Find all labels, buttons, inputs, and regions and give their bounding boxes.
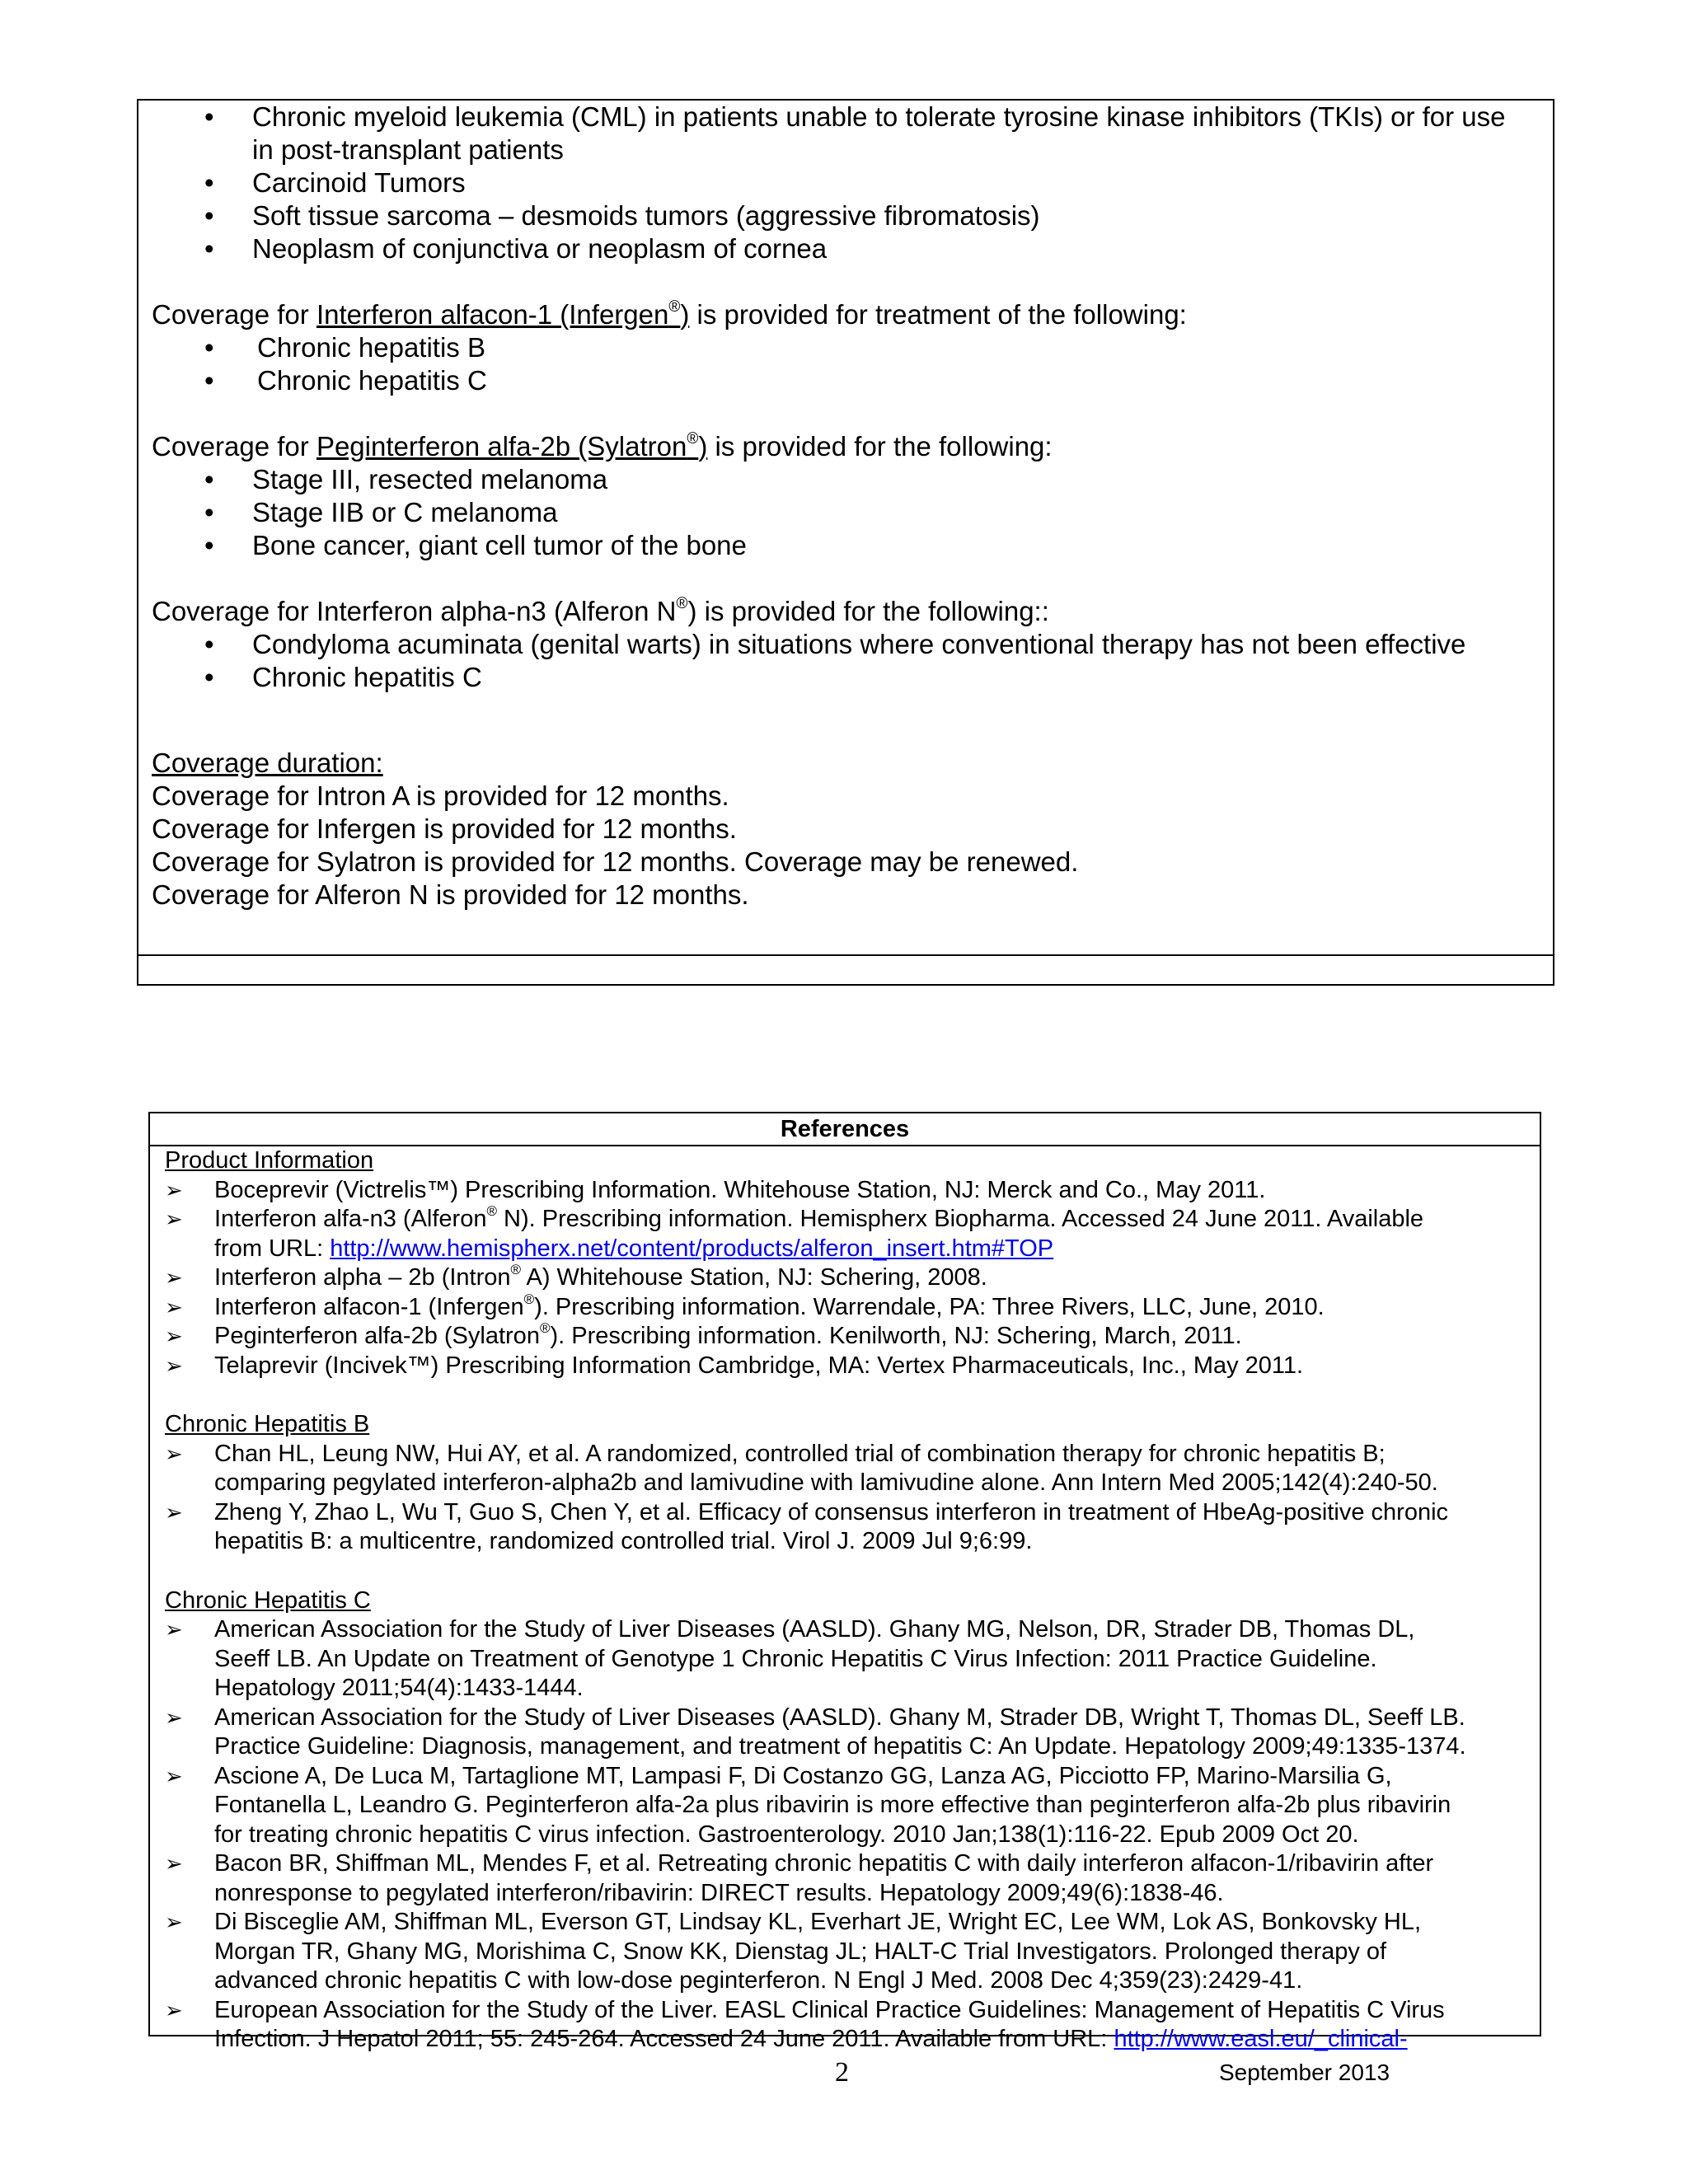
list-item: • Neoplasm of conjunctiva or neoplasm of cornea bbox=[204, 233, 828, 264]
bullet-icon: • bbox=[204, 101, 214, 132]
list-item: • Chronic hepatitis C bbox=[204, 365, 487, 396]
list-item: • Chronic hepatitis C bbox=[204, 662, 482, 692]
registered-mark: ® bbox=[523, 1291, 535, 1307]
reference-item: ➢ Telaprevir (Incivek™) Prescribing Information Cambridge, MA: Vertex Pharmaceuticals, Inc., May 2011. bbox=[165, 1352, 1518, 1381]
registered-mark: ® bbox=[510, 1262, 522, 1277]
arrow-bullet-icon: ➢ bbox=[165, 1294, 183, 1319]
reference-item: ➢ Di Bisceglie AM, Shiffman ML, Everson GT, Lindsay KL, Everhart JE, Wright EC, Lee WM, Lok AS, Bonkovsky HL, Morgan TR, Ghany MG, Morishima C, Snow KK, Dienstag JL; HALT-C Trial Investigators. Prolonged therapy of advanced chronic hepatitis C with low-dose peginterferon. N Engl J Med. 2008 Dec 4;359(23):2429-41. bbox=[165, 1909, 1422, 1994]
list-item: • Chronic hepatitis B bbox=[204, 332, 485, 363]
reference-item: ➢ Interferon alfacon-1 (Infergen®). Prescribing information. Warrendale, PA: Three Rivers, LLC, June, 2010. bbox=[165, 1293, 1518, 1323]
coverage-table bbox=[137, 99, 1554, 986]
reference-item: ➢ Ascione A, De Luca M, Tartaglione MT, Lampasi F, Di Costanzo GG, Lanza AG, Picciotto FP, Marino-Marsilia G, Fontanella L, Leandro G. Peginterferon alfa-2a plus ribavirin is more effective than peginterferon alfa-2b plus ribavirin for treating chronic hepatitis C virus infection. Gastroenterology. 2010 Jan;138(1):116-22. Epub 2009 Oct 20. bbox=[165, 1762, 1451, 1848]
hepatitis-b-heading: Chronic Hepatitis B bbox=[165, 1411, 370, 1437]
references-content bbox=[150, 1146, 1540, 2055]
page-number: 2 bbox=[835, 2057, 849, 2088]
hepatitis-b-list bbox=[165, 1440, 1518, 1557]
hepatitis-c-heading: Chronic Hepatitis C bbox=[165, 1586, 371, 1614]
reference-item: ➢ Chan HL, Leung NW, Hui AY, et al. A randomized, controlled trial of combination therapy for chronic hepatitis B; comparing pegylated interferon-alpha2b and lamivudine with lamivudine alone. Ann Intern Med 2005;142(4):240-50. bbox=[165, 1440, 1438, 1496]
footer-date: September 2013 bbox=[1219, 2060, 1390, 2085]
arrow-bullet-icon: ➢ bbox=[165, 1352, 183, 1378]
arrow-bullet-icon: ➢ bbox=[165, 1704, 183, 1730]
arrow-bullet-icon: ➢ bbox=[165, 1265, 183, 1290]
references-title: References bbox=[150, 1113, 1540, 1146]
alferon-insert-link[interactable]: http://www.hemispherx.net/content/products/alferon_insert.htm#TOP bbox=[330, 1235, 1054, 1262]
arrow-bullet-icon: ➢ bbox=[165, 1499, 183, 1525]
arrow-bullet-icon: ➢ bbox=[165, 1441, 183, 1466]
list-item-continuation: in post-transplant patients bbox=[252, 134, 564, 165]
reference-item: ➢ Interferon alfa-n3 (Alferon® N). Prescribing information. Hemispherx Biopharma. Accessed 24 June 2011. Available from URL: http://www.hemispherx.net/content/products/alferon_insert.htm#TOP bbox=[165, 1203, 1424, 1262]
infergen-indications-list bbox=[152, 331, 1536, 397]
reference-item: ➢ Bacon BR, Shiffman ML, Mendes F, et al. Retreating chronic hepatitis C with daily interferon alfacon-1/ribavirin after nonresponse to pegylated interferon/ribavirin: DIRECT results. Hepatology 2009;49(6):1838-46. bbox=[165, 1850, 1434, 1906]
sylatron-coverage-heading: Coverage for Peginterferon alfa-2b (Sylatron®) is provided for the following: bbox=[152, 430, 1053, 462]
arrow-bullet-icon: ➢ bbox=[165, 1910, 183, 1934]
registered-mark: ® bbox=[687, 430, 699, 448]
bullet-icon: • bbox=[204, 629, 214, 659]
infergen-coverage-heading: Coverage for Interferon alfacon-1 (Infergen®) is provided for treatment of the following: bbox=[152, 298, 1187, 330]
product-information-heading: Product Information bbox=[165, 1147, 374, 1174]
arrow-bullet-icon: ➢ bbox=[165, 1324, 183, 1348]
list-item: • Stage IIB or C melanoma bbox=[204, 497, 558, 527]
reference-item: ➢ American Association for the Study of Liver Diseases (AASLD). Ghany MG, Nelson, DR, Strader DB, Thomas DL, Seeff LB. An Update on Treatment of Genotype 1 Chronic Hepatitis C Virus Infection: 2011 Practice Guideline. Hepatology 2011;54(4):1433-1444. bbox=[165, 1616, 1415, 1701]
hepatitis-c-list bbox=[165, 1615, 1518, 2055]
list-item: • Bone cancer, giant cell tumor of the bone bbox=[204, 530, 747, 560]
bullet-icon: • bbox=[204, 464, 214, 494]
registered-mark: ® bbox=[539, 1320, 551, 1336]
registered-mark: ® bbox=[668, 298, 681, 316]
arrow-bullet-icon: ➢ bbox=[165, 1207, 183, 1231]
reference-item: ➢ European Association for the Study of the Liver. EASL Clinical Practice Guidelines: Management of Hepatitis C Virus Infection. J Hepatol 2011; 55: 245-264. Accessed 24 June 2011. Available from URL: http://www.easl.eu/_clinical- bbox=[165, 1996, 1445, 2052]
indications-list bbox=[152, 101, 1536, 265]
duration-line: Coverage for Sylatron is provided for 12 months. Coverage may be renewed. bbox=[152, 846, 1079, 877]
bullet-icon: • bbox=[204, 530, 214, 560]
bullet-icon: • bbox=[204, 332, 214, 363]
duration-line: Coverage for Alferon N is provided for 12 months. bbox=[152, 879, 749, 910]
coverage-duration-heading: Coverage duration: bbox=[152, 748, 383, 778]
bullet-icon: • bbox=[204, 167, 214, 198]
arrow-bullet-icon: ➢ bbox=[165, 1997, 183, 2022]
arrow-bullet-icon: ➢ bbox=[165, 1763, 183, 1788]
reference-item: ➢ Peginterferon alfa-2b (Sylatron®). Prescribing information. Kenilworth, NJ: Schering, March, 2011. bbox=[165, 1322, 1518, 1352]
reference-item: ➢ Interferon alpha – 2b (Intron® A) Whitehouse Station, NJ: Schering, 2008. bbox=[165, 1263, 1518, 1293]
list-item: • Soft tissue sarcoma – desmoids tumors (aggressive fibromatosis) bbox=[204, 200, 1040, 231]
bullet-icon: • bbox=[204, 233, 214, 264]
sylatron-indications-list bbox=[152, 463, 1536, 562]
reference-item: ➢ Boceprevir (Victrelis™) Prescribing Information. Whitehouse Station, NJ: Merck and Co., May 2011. bbox=[165, 1176, 1518, 1206]
list-item: • Stage III, resected melanoma bbox=[204, 464, 608, 494]
bullet-icon: • bbox=[204, 662, 214, 692]
product-information-list bbox=[165, 1176, 1518, 1381]
easl-guidelines-link[interactable]: http://www.easl.eu/_clinical- bbox=[1114, 2026, 1408, 2052]
arrow-bullet-icon: ➢ bbox=[165, 1177, 183, 1202]
table-divider bbox=[138, 954, 1553, 956]
references-table bbox=[148, 1112, 1541, 2052]
bullet-icon: • bbox=[204, 200, 214, 231]
arrow-bullet-icon: ➢ bbox=[165, 1617, 183, 1642]
registered-mark: ® bbox=[676, 595, 688, 612]
duration-line: Coverage for Intron A is provided for 12 months. bbox=[152, 780, 729, 811]
bullet-icon: • bbox=[204, 497, 214, 527]
coverage-content bbox=[152, 101, 1536, 912]
list-item: • Chronic myeloid leukemia (CML) in patients unable to tolerate tyrosine kinase inhibitors (TKIs) or for use bbox=[204, 101, 1506, 132]
bullet-icon: • bbox=[204, 365, 214, 396]
list-item: • Condyloma acuminata (genital warts) in situations where conventional therapy has not been effective bbox=[204, 629, 1466, 659]
duration-line: Coverage for Infergen is provided for 12 months. bbox=[152, 813, 737, 844]
arrow-bullet-icon: ➢ bbox=[165, 1851, 183, 1876]
registered-mark: ® bbox=[486, 1203, 497, 1219]
reference-item: ➢ American Association for the Study of Liver Diseases (AASLD). Ghany M, Strader DB, Wright T, Thomas DL, Seeff LB. Practice Guideline: Diagnosis, management, and treatment of hepatitis C: An Update. Hepatology 2009;49:1335-1374. bbox=[165, 1704, 1466, 1760]
list-item: • Carcinoid Tumors bbox=[204, 167, 466, 198]
reference-item: ➢ Zheng Y, Zhao L, Wu T, Guo S, Chen Y, et al. Efficacy of consensus interferon in treatment of HbeAg-positive chronic hepatitis B: a multicentre, randomized controlled trial. Virol J. 2009 Jul 9;6:99. bbox=[165, 1498, 1449, 1554]
alferon-indications-list bbox=[152, 628, 1536, 694]
alferon-coverage-heading: Coverage for Interferon alpha-n3 (Alferon N®) is provided for the following:: bbox=[152, 595, 1049, 626]
